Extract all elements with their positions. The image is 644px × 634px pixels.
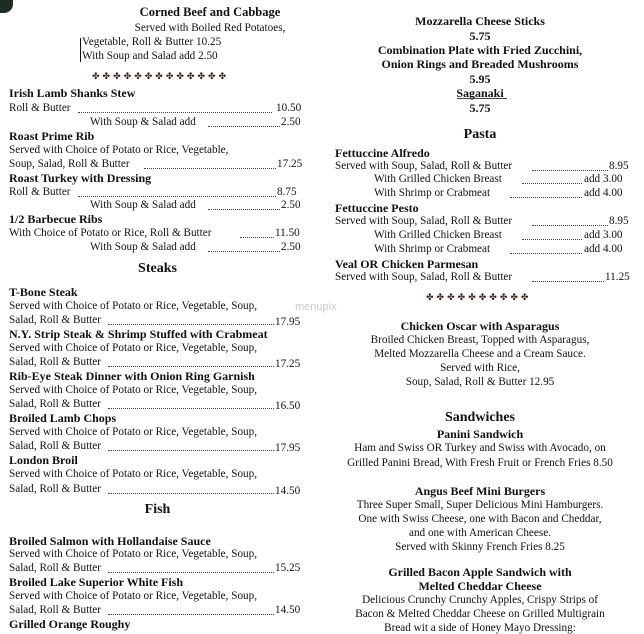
pasta-section-header: Pasta xyxy=(463,127,497,142)
leader-dots xyxy=(78,112,272,113)
ribeye-price: 16.50 xyxy=(275,400,301,412)
leader-dots xyxy=(510,253,582,254)
lamb-chops-price: 17.95 xyxy=(275,442,301,454)
combination-title-1: Combination Plate with Fried Zucchini, xyxy=(377,43,583,57)
roast-turkey-desc: Roll & Butter xyxy=(9,186,71,198)
leader-dots xyxy=(510,197,582,198)
panini-title: Panini Sandwich xyxy=(436,427,524,441)
pesto-chicken-price: add 3.00 xyxy=(584,229,623,241)
tbone-desc-2: Salad, Roll & Butter xyxy=(9,314,101,326)
lamb-chops-title: Broiled Lamb Chops xyxy=(9,411,117,425)
alfredo-price: 8.95 xyxy=(609,160,629,172)
ornament-divider: ✤ ✤ ✤ ✤ ✤ ✤ ✤ ✤ ✤ ✤ ✤ ✤ ✤ xyxy=(92,70,227,81)
mozzarella-title: Mozzarella Cheese Sticks xyxy=(415,14,545,28)
leader-dots xyxy=(108,408,274,409)
white-fish-desc-1: Served with Choice of Potato or Rice, Vegetable, Soup, xyxy=(9,590,258,602)
prime-rib-desc-1: Served with Choice of Potato or Rice, Vegetable, xyxy=(9,144,229,156)
pesto-shrimp-price: add 4.00 xyxy=(584,243,623,255)
watermark: menupix xyxy=(295,301,337,313)
white-fish-price: 14.50 xyxy=(275,604,301,616)
combination-price: 5.95 xyxy=(469,72,491,86)
london-broil-desc-1: Served with Choice of Potato or Rice, Vegetable, Soup, xyxy=(9,468,258,480)
leader-dots xyxy=(108,493,274,494)
corned-beef-desc-1: Served with Boiled Red Potatoes, xyxy=(134,22,286,34)
chicken-oscar-title: Chicken Oscar with Asparagus xyxy=(400,319,560,333)
bacon-apple-desc-2: Bacon & Melted Cheddar Cheese on Grilled Multigrain xyxy=(355,608,605,620)
roast-turkey-title: Roast Turkey with Dressing xyxy=(9,171,152,185)
saganaki-underline xyxy=(457,98,507,99)
veal-price: 11.25 xyxy=(605,271,630,283)
salmon-desc-2: Salad, Roll & Butter xyxy=(9,562,101,574)
pesto-price: 8.95 xyxy=(609,215,629,227)
combination-title-2: Onion Rings and Breaded Mushrooms xyxy=(381,57,579,71)
alfredo-chicken: With Grilled Chicken Breast xyxy=(374,173,502,185)
roast-turkey-price: 8.75 xyxy=(277,186,297,198)
chicken-oscar-desc-1: Broiled Chicken Breast, Topped with Asparagus, xyxy=(370,334,590,346)
saganaki-price: 5.75 xyxy=(469,101,491,115)
irish-lamb-price: 10.50 xyxy=(276,102,302,114)
leader-dots xyxy=(522,183,582,184)
text-cursor xyxy=(80,38,81,62)
leader-dots xyxy=(108,614,274,615)
bbq-ribs-price: 11.50 xyxy=(275,227,300,239)
ny-strip-price: 17.25 xyxy=(275,358,301,370)
irish-lamb-addon: With Soup & Salad add xyxy=(90,116,196,128)
leader-dots xyxy=(78,196,276,197)
leader-dots xyxy=(208,251,280,252)
white-fish-desc-2: Salad, Roll & Butter xyxy=(9,604,101,616)
angus-burgers-desc-3: and one with American Cheese. xyxy=(409,527,551,539)
tbone-price: 17.95 xyxy=(275,316,301,328)
leader-dots xyxy=(522,239,582,240)
corner-decoration xyxy=(0,0,13,13)
irish-lamb-addon-price: 2.50 xyxy=(281,116,301,128)
leader-dots xyxy=(208,209,280,210)
bbq-ribs-title: 1/2 Barbecue Ribs xyxy=(9,212,103,226)
bbq-ribs-addon-price: 2.50 xyxy=(281,241,301,253)
fettuccine-pesto-title: Fettuccine Pesto xyxy=(335,201,419,215)
lamb-chops-desc-1: Served with Choice of Potato or Rice, Vegetable, Soup, xyxy=(9,426,258,438)
ribeye-title: Rib-Eye Steak Dinner with Onion Ring Garnish xyxy=(9,369,255,383)
corned-beef-title: Corned Beef and Cabbage xyxy=(139,5,281,19)
london-broil-title: London Broil xyxy=(9,453,78,467)
leader-dots xyxy=(108,572,274,573)
chicken-oscar-desc-3: Served with Rice, xyxy=(440,362,520,374)
veal-desc: Served with Soup, Salad, Roll & Butter xyxy=(335,271,513,283)
leader-dots xyxy=(532,225,608,226)
prime-rib-price: 17.25 xyxy=(277,158,303,170)
angus-burgers-desc-2: One with Swiss Cheese, one with Bacon and Cheddar, xyxy=(358,513,602,525)
leader-dots xyxy=(108,450,274,451)
irish-lamb-title: Irish Lamb Shanks Stew xyxy=(9,86,136,100)
panini-desc-2: Grilled Panini Bread, With Fresh Fruit or French Fries 8.50 xyxy=(347,457,613,469)
bbq-ribs-addon: With Soup & Salad add xyxy=(90,241,196,253)
prime-rib-desc-2: Soup, Salad, Roll & Butter xyxy=(9,158,130,170)
leader-dots xyxy=(532,281,604,282)
roast-turkey-addon: With Soup & Salad add xyxy=(90,199,196,211)
corned-beef-desc-2: Vegetable, Roll & Butter 10.25 xyxy=(82,36,222,48)
lamb-chops-desc-2: Salad, Roll & Butter xyxy=(9,440,101,452)
leader-dots xyxy=(208,126,280,127)
leader-dots xyxy=(240,237,274,238)
steaks-section-header: Steaks xyxy=(138,261,177,276)
ornament-divider: ✤ ✤ ✤ ✤ ✤ ✤ ✤ ✤ ✤ ✤ xyxy=(426,291,529,302)
bbq-ribs-desc: With Choice of Potato or Rice, Roll & Butter xyxy=(9,227,212,239)
chicken-oscar-desc-2: Melted Mozzarella Cheese and a Cream Sauce. xyxy=(374,348,586,360)
angus-burgers-desc-1: Three Super Small, Super Delicious Mini Hamburgers. xyxy=(356,499,604,511)
london-broil-price: 14.50 xyxy=(275,485,301,497)
tbone-desc-1: Served with Choice of Potato or Rice, Vegetable, Soup, xyxy=(9,300,258,312)
ribeye-desc-2: Salad, Roll & Butter xyxy=(9,398,101,410)
leader-dots xyxy=(144,168,276,169)
fish-section-header: Fish xyxy=(144,502,171,517)
panini-desc-1: Ham and Swiss OR Turkey and Swiss with Avocado, on xyxy=(354,442,606,454)
leader-dots xyxy=(108,366,274,367)
irish-lamb-desc: Roll & Butter xyxy=(9,102,71,114)
ribeye-desc-1: Served with Choice of Potato or Rice, Vegetable, Soup, xyxy=(9,384,258,396)
bacon-apple-desc-3: Bread wit a side of Honey Mayo Dressing: xyxy=(384,622,576,634)
salmon-desc-1: Served with Choice of Potato or Rice, Vegetable, Soup, xyxy=(9,548,258,560)
roast-turkey-addon-price: 2.50 xyxy=(281,199,301,211)
pesto-chicken: With Grilled Chicken Breast xyxy=(374,229,502,241)
prime-rib-title: Roast Prime Rib xyxy=(9,129,95,143)
ny-strip-title: N.Y. Strip Steak & Shrimp Stuffed with Crabmeat xyxy=(9,327,268,341)
alfredo-desc: Served with Soup, Salad, Roll & Butter xyxy=(335,160,513,172)
ny-strip-desc-2: Salad, Roll & Butter xyxy=(9,356,101,368)
pesto-desc: Served with Soup, Salad, Roll & Butter xyxy=(335,215,513,227)
bacon-apple-desc-1: Delicious Crunchy Crunchy Apples, Crispy Strips of xyxy=(362,594,598,606)
chicken-oscar-desc-4: Soup, Salad, Roll & Butter 12.95 xyxy=(405,376,555,388)
leader-dots xyxy=(108,324,274,325)
angus-burgers-desc-4: Served with Skinny French Fries 8.25 xyxy=(395,541,565,553)
orange-roughy-title: Grilled Orange Roughy xyxy=(9,617,131,631)
pesto-shrimp: With Shrimp or Crabmeat xyxy=(374,243,491,255)
ny-strip-desc-1: Served with Choice of Potato or Rice, Vegetable, Soup, xyxy=(9,342,258,354)
veal-parmesan-title: Veal OR Chicken Parmesan xyxy=(335,257,479,271)
london-broil-desc-2: Salad, Roll & Butter xyxy=(9,483,101,495)
saganaki-title: Saganaki xyxy=(456,86,504,100)
angus-burgers-title: Angus Beef Mini Burgers xyxy=(414,484,546,498)
alfredo-shrimp: With Shrimp or Crabmeat xyxy=(374,187,491,199)
sandwiches-section-header: Sandwiches xyxy=(444,410,516,425)
mozzarella-price: 5.75 xyxy=(469,29,491,43)
tbone-title: T-Bone Steak xyxy=(9,285,78,299)
salmon-title: Broiled Salmon with Hollandaise Sauce xyxy=(9,534,211,548)
bacon-apple-title-2: Melted Cheddar Cheese xyxy=(418,579,542,593)
alfredo-chicken-price: add 3.00 xyxy=(584,173,623,185)
bacon-apple-title-1: Grilled Bacon Apple Sandwich with xyxy=(388,565,572,579)
leader-dots xyxy=(532,170,608,171)
alfredo-shrimp-price: add 4.00 xyxy=(584,187,623,199)
fettuccine-alfredo-title: Fettuccine Alfredo xyxy=(335,146,430,160)
corned-beef-desc-3: With Soup and Salad add 2.50 xyxy=(82,50,218,62)
salmon-price: 15.25 xyxy=(275,562,301,574)
white-fish-title: Broiled Lake Superior White Fish xyxy=(9,575,184,589)
